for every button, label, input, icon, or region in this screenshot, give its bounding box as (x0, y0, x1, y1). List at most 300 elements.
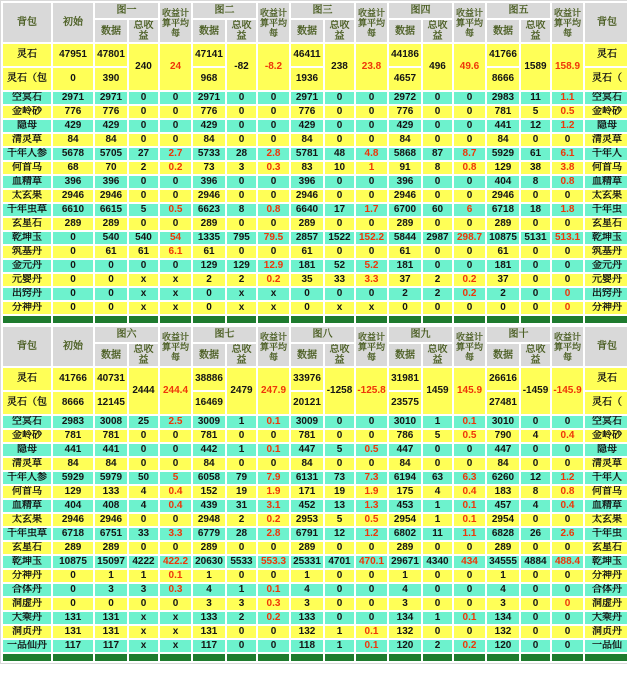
cell-total: 2 (423, 288, 452, 300)
cell-avg: 0 (356, 458, 387, 470)
cell-avg: x (160, 640, 191, 652)
cell-data: 6194 (389, 472, 421, 484)
initial-value: 2983 (53, 416, 93, 428)
cell-total: 0 (129, 106, 158, 118)
initial-value: 5929 (53, 472, 93, 484)
cell-data: 404 (487, 176, 519, 188)
cell-total: x (227, 302, 256, 314)
cell-data: 289 (193, 542, 225, 554)
cell-avg: 0.1 (454, 514, 485, 526)
cell-data: 1335 (193, 232, 225, 244)
cell-avg: 3.3 (160, 528, 191, 540)
cell-total: 0 (521, 190, 550, 202)
cell-total: 0 (521, 246, 550, 258)
row-label: 清灵草 (3, 458, 51, 470)
cell-data: 289 (291, 218, 323, 230)
cell-total: 79 (227, 472, 256, 484)
cell-data: 2946 (389, 190, 421, 202)
cell-avg: 0 (258, 626, 289, 638)
cell-total: 27 (129, 148, 158, 160)
cell-data: 0 (193, 302, 225, 314)
cell-avg: 1 (356, 162, 387, 174)
cell-total: 0 (227, 458, 256, 470)
row-label-right: 灵石（ (585, 392, 627, 414)
header-data: 数据 (95, 344, 127, 366)
table-row (3, 570, 627, 582)
separator-cell (3, 654, 51, 661)
separator-cell (552, 316, 583, 323)
table-row (3, 486, 627, 498)
cell-avg: 158.9 (552, 44, 583, 90)
cell-total: 0 (227, 134, 256, 146)
cell-data: 0 (291, 302, 323, 314)
row-label-right: 血精草 (585, 176, 627, 188)
cell-avg: 0 (160, 190, 191, 202)
cell-avg: 0.2 (258, 612, 289, 624)
cell-data: 33976 (291, 368, 323, 390)
cell-avg: 0 (552, 584, 583, 596)
row-label: 太玄果 (3, 190, 51, 202)
header-total-profit: 总收益 (521, 344, 550, 366)
cell-data: 5781 (291, 148, 323, 160)
cell-avg: 0 (552, 598, 583, 610)
header-row (3, 20, 627, 42)
header-avg-per-run: 收益计算平均每 (454, 327, 485, 366)
cell-total: 5533 (227, 556, 256, 568)
table-row (3, 92, 627, 104)
initial-value: 2971 (53, 92, 93, 104)
cell-avg: 470.1 (356, 556, 387, 568)
row-label-right: 洞贞丹 (585, 626, 627, 638)
row-label: 乾坤玉 (3, 232, 51, 244)
cell-data: 3 (193, 598, 225, 610)
cell-data: 3008 (95, 416, 127, 428)
cell-avg: 0 (356, 92, 387, 104)
cell-avg: 0.1 (258, 416, 289, 428)
cell-data: 132 (389, 626, 421, 638)
header-avg-per-run: 收益计算平均每 (160, 3, 191, 42)
cell-avg: 0 (454, 584, 485, 596)
cell-total: 0 (325, 584, 354, 596)
cell-data: 429 (193, 120, 225, 132)
cell-data: 2946 (95, 514, 127, 526)
cell-avg: 0.8 (552, 486, 583, 498)
cell-avg: 434 (454, 556, 485, 568)
row-label: 金元丹 (3, 260, 51, 272)
cell-total: 0 (521, 302, 550, 314)
cell-avg: 0 (454, 176, 485, 188)
cell-total: 0 (521, 542, 550, 554)
cell-total: 0 (423, 260, 452, 272)
cell-data: 6751 (95, 528, 127, 540)
cell-data: 6791 (291, 528, 323, 540)
row-label-right: 金岭砂 (585, 106, 627, 118)
cell-data: 40731 (95, 368, 127, 390)
separator-band (3, 654, 627, 661)
separator-cell (291, 316, 323, 323)
cell-data: 540 (95, 232, 127, 244)
cell-avg: 247.9 (258, 368, 289, 414)
header-total-profit: 总收益 (227, 344, 256, 366)
cell-total: 38 (521, 162, 550, 174)
cell-total: 4222 (129, 556, 158, 568)
cell-total: 0 (129, 176, 158, 188)
header-backpack-right: 背包 (585, 3, 627, 42)
cell-total: 240 (129, 44, 158, 90)
cell-avg: 0 (356, 542, 387, 554)
cell-data: 6615 (95, 204, 127, 216)
cell-total: 0 (325, 570, 354, 582)
cell-data: 776 (291, 106, 323, 118)
row-label: 大乘丹 (3, 612, 51, 624)
cell-avg: 0.2 (160, 162, 191, 174)
row-label-right: 清灵草 (585, 134, 627, 146)
row-label: 合体丹 (3, 584, 51, 596)
cell-data: 2 (389, 288, 421, 300)
row-label-right: 何首乌 (585, 162, 627, 174)
cell-total: 540 (129, 232, 158, 244)
header-avg-per-run: 收益计算平均每 (356, 3, 387, 42)
cell-data: 2954 (389, 514, 421, 526)
cell-avg: 513.1 (552, 232, 583, 244)
cell-data: 131 (95, 626, 127, 638)
row-label-right: 一品仙 (585, 640, 627, 652)
cell-avg: 0 (356, 134, 387, 146)
cell-avg: 0 (552, 514, 583, 526)
table-row (3, 514, 627, 526)
cell-avg: 0 (454, 218, 485, 230)
cell-data: 129 (193, 260, 225, 272)
separator-cell (227, 654, 256, 661)
cell-avg: 0 (454, 570, 485, 582)
row-label: 筑基丹 (3, 246, 51, 258)
cell-total: 0 (521, 640, 550, 652)
cell-data: 289 (291, 542, 323, 554)
cell-total: x (227, 288, 256, 300)
cell-total: 19 (325, 486, 354, 498)
cell-avg: 0 (552, 288, 583, 300)
row-label-right: 乾坤玉 (585, 232, 627, 244)
cell-avg: 0.5 (160, 204, 191, 216)
cell-total: 1 (325, 626, 354, 638)
cell-total: 0 (325, 134, 354, 146)
table-row (3, 500, 627, 512)
row-label: 空冥石 (3, 416, 51, 428)
separator-cell (291, 654, 323, 661)
cell-data: 34555 (487, 556, 519, 568)
table-row (3, 542, 627, 554)
row-label-right: 分神丹 (585, 302, 627, 314)
header-data: 数据 (95, 20, 127, 42)
cell-total: 50 (129, 472, 158, 484)
cell-avg: 1.9 (356, 486, 387, 498)
separator-band (3, 316, 627, 323)
cell-data: 447 (487, 444, 519, 456)
header-avg-per-run: 收益计算平均每 (552, 3, 583, 42)
table-row (3, 626, 627, 638)
row-label: 血精草 (3, 500, 51, 512)
row-label-right: 千年人 (585, 148, 627, 160)
header-backpack-right: 背包 (585, 327, 627, 366)
cell-avg: 488.4 (552, 556, 583, 568)
cell-avg: x (160, 302, 191, 314)
row-label-right: 玄星石 (585, 542, 627, 554)
cell-data: 61 (193, 246, 225, 258)
separator-cell (129, 316, 158, 323)
cell-avg: 0 (160, 260, 191, 272)
row-label: 金岭砂 (3, 430, 51, 442)
cell-total: 0 (129, 514, 158, 526)
cell-total: 1 (423, 612, 452, 624)
cell-data: 790 (487, 430, 519, 442)
cell-total: 0 (521, 570, 550, 582)
cell-avg: 0 (454, 190, 485, 202)
cell-avg: 1.3 (356, 500, 387, 512)
cell-total: -1258 (325, 368, 354, 414)
cell-avg: 0 (552, 444, 583, 456)
row-label-right: 千年人 (585, 472, 627, 484)
cell-total: 1 (129, 570, 158, 582)
row-label-right: 太玄果 (585, 190, 627, 202)
header-figure: 图七 (193, 327, 256, 342)
cell-data: 47141 (193, 44, 225, 66)
table-row (3, 288, 627, 300)
table-header (3, 327, 627, 366)
cell-avg: 0 (356, 120, 387, 132)
cell-total: 0 (423, 190, 452, 202)
cell-avg: 0 (160, 134, 191, 146)
cell-total: 0 (227, 190, 256, 202)
separator-cell (552, 654, 583, 661)
separator-cell (423, 654, 452, 661)
initial-value: 396 (53, 176, 93, 188)
cell-data: 10875 (487, 232, 519, 244)
cell-avg: 0.1 (356, 626, 387, 638)
cell-avg: 553.3 (258, 556, 289, 568)
cell-avg: 0.5 (356, 514, 387, 526)
cell-avg: 0 (160, 106, 191, 118)
table-row (3, 598, 627, 610)
cell-data: 0 (291, 288, 323, 300)
cell-total: 1459 (423, 368, 452, 414)
cell-data: 390 (95, 68, 127, 90)
cell-data: 781 (291, 430, 323, 442)
table-row (3, 458, 627, 470)
cell-avg: 0 (258, 542, 289, 554)
cell-avg: 0.3 (258, 598, 289, 610)
cell-avg: 0.2 (454, 274, 485, 286)
table-row (3, 556, 627, 568)
row-label: 何首乌 (3, 162, 51, 174)
cell-avg: 1.1 (552, 92, 583, 104)
row-label: 金岭砂 (3, 106, 51, 118)
cell-data: 84 (389, 134, 421, 146)
initial-value: 0 (53, 598, 93, 610)
cell-data: 441 (95, 444, 127, 456)
cell-avg: 7.3 (356, 472, 387, 484)
cell-total: 63 (423, 472, 452, 484)
cell-avg: 0.4 (552, 430, 583, 442)
header-figure: 图八 (291, 327, 354, 342)
cell-total: 0 (521, 514, 550, 526)
cell-total: 60 (423, 204, 452, 216)
cell-avg: 0 (258, 92, 289, 104)
cell-avg: 0.4 (552, 500, 583, 512)
table-row (3, 260, 627, 272)
cell-data: 117 (193, 640, 225, 652)
header-data: 数据 (291, 20, 323, 42)
cell-data: 61 (291, 246, 323, 258)
separator-cell (356, 316, 387, 323)
cell-data: 132 (291, 626, 323, 638)
cell-total: 0 (325, 430, 354, 442)
cell-data: 289 (193, 218, 225, 230)
header-row (3, 3, 627, 18)
cell-total: 0 (227, 430, 256, 442)
cell-data: 396 (291, 176, 323, 188)
cell-avg: 0 (454, 458, 485, 470)
cell-data: 3010 (487, 416, 519, 428)
cell-data: 457 (487, 500, 519, 512)
row-label-right: 元婴丹 (585, 274, 627, 286)
cell-data: 2954 (487, 514, 519, 526)
cell-avg: 2.5 (160, 416, 191, 428)
table-body (3, 368, 627, 661)
cell-data: 781 (95, 430, 127, 442)
cell-avg: 0.4 (160, 500, 191, 512)
cell-total: x (129, 274, 158, 286)
cell-avg: 0.8 (454, 162, 485, 174)
cell-data: 6828 (487, 528, 519, 540)
table-row (3, 584, 627, 596)
cell-total: 2 (227, 274, 256, 286)
cell-avg: 5.2 (356, 260, 387, 272)
table-row (3, 134, 627, 146)
cell-total: 0 (423, 626, 452, 638)
cell-total: 0 (325, 416, 354, 428)
cell-data: 183 (487, 486, 519, 498)
cell-avg: 0 (454, 626, 485, 638)
cell-data: 84 (487, 458, 519, 470)
cell-avg: 0 (454, 302, 485, 314)
cell-total: 0 (423, 570, 452, 582)
cell-total: 19 (227, 486, 256, 498)
cell-data: 1936 (291, 68, 323, 90)
cell-data: 2983 (487, 92, 519, 104)
table-row (3, 430, 627, 442)
initial-value: 0 (53, 570, 93, 582)
cell-avg: -125.8 (356, 368, 387, 414)
cell-total: 0 (423, 444, 452, 456)
cell-total: 238 (325, 44, 354, 90)
cell-total: 0 (227, 626, 256, 638)
cell-total: 28 (227, 148, 256, 160)
table-body (3, 44, 627, 323)
cell-avg: 6.3 (454, 472, 485, 484)
cell-avg: 0.1 (454, 416, 485, 428)
cell-data: 20630 (193, 556, 225, 568)
header-total-profit: 总收益 (521, 20, 550, 42)
cell-data: 3 (291, 598, 323, 610)
cell-total: 2 (129, 162, 158, 174)
cell-total: x (129, 626, 158, 638)
cell-total: 8 (227, 204, 256, 216)
separator-cell (521, 654, 550, 661)
row-label-right: 筑基丹 (585, 246, 627, 258)
cell-avg: 0 (160, 444, 191, 456)
cell-avg: 3.3 (356, 274, 387, 286)
cell-total: 0 (325, 598, 354, 610)
row-label-right: 玄星石 (585, 218, 627, 230)
cell-data: 3009 (291, 416, 323, 428)
cell-total: 0 (129, 458, 158, 470)
cell-data: 2946 (95, 190, 127, 202)
cell-data: 5844 (389, 232, 421, 244)
cell-data: 84 (291, 134, 323, 146)
cell-data: 26616 (487, 368, 519, 390)
cell-total: 87 (423, 148, 452, 160)
cell-data: 289 (389, 542, 421, 554)
cell-total: 61 (521, 148, 550, 160)
cell-data: 15097 (95, 556, 127, 568)
row-label: 隐母 (3, 444, 51, 456)
cell-total: 0 (227, 640, 256, 652)
cell-avg: 0 (160, 430, 191, 442)
cell-total: 0 (521, 274, 550, 286)
inventory-table-figures-6-10 (1, 325, 627, 663)
cell-avg: 6.1 (160, 246, 191, 258)
cell-total: x (129, 302, 158, 314)
cell-data: 3 (95, 584, 127, 596)
cell-data: 27481 (487, 392, 519, 414)
header-figure: 图十 (487, 327, 550, 342)
cell-avg: 0 (552, 274, 583, 286)
cell-total: 4884 (521, 556, 550, 568)
cell-total: 0 (227, 176, 256, 188)
cell-total: 0 (325, 458, 354, 470)
cell-total: 0 (521, 458, 550, 470)
table-row (3, 190, 627, 202)
cell-total: 0 (129, 120, 158, 132)
cell-data: 2971 (95, 92, 127, 104)
cell-avg: 0 (356, 584, 387, 596)
cell-total: x (325, 302, 354, 314)
separator-cell (454, 316, 485, 323)
cell-data: 289 (487, 218, 519, 230)
cell-avg: 2.6 (552, 528, 583, 540)
cell-data: 44186 (389, 44, 421, 66)
cell-data: 2946 (193, 190, 225, 202)
cell-avg: 0 (454, 92, 485, 104)
cell-avg: x (258, 288, 289, 300)
cell-data: 181 (291, 260, 323, 272)
table-header (3, 3, 627, 42)
header-data: 数据 (193, 344, 225, 366)
cell-avg: x (160, 274, 191, 286)
initial-value: 0 (53, 68, 93, 90)
cell-avg: 2.7 (160, 148, 191, 160)
cell-avg: 0 (552, 190, 583, 202)
separator-cell (258, 654, 289, 661)
initial-value: 6718 (53, 528, 93, 540)
row-label-right: 灵石（ (585, 68, 627, 90)
header-figure: 图二 (193, 3, 256, 18)
cell-total: 0 (521, 416, 550, 428)
separator-cell (356, 654, 387, 661)
initial-value: 117 (53, 640, 93, 652)
cell-data: 84 (95, 134, 127, 146)
cell-avg: 5 (160, 472, 191, 484)
